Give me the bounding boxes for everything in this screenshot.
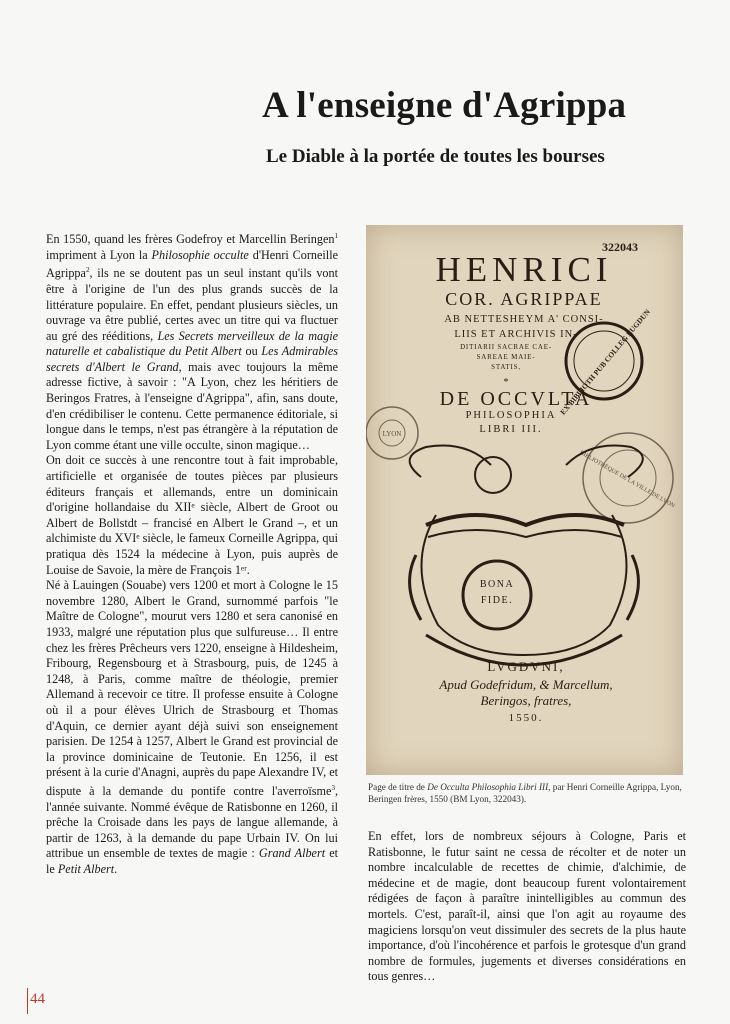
shelfmark-number: 322043 [602,240,638,254]
title-line-7: STATIS, [491,363,521,371]
page-number: 44 [30,991,45,1007]
paragraph-4: En effet, lors de nombreux séjours à Cologne, Paris et Ratisbonne, le futur saint ne cessa de récolter et de noter un nombre incalculable de recettes de chimie, d'alchimie, de médecine et de magie, dont beaucoup furent volontairement rédigées de façon à paraître inintelligibles au commun des mortels. C'est, paraît-il, ainsi que l'on agit au royaume des magiciens lorsqu'on veut dissimuler des secrets de la plus haute importance, d'où l'incohérence et parfois le grotesque d'un grand nombre de formules, jugements et diverses considérations en tous genres… [368,829,686,984]
imprint-line-4: 1550. [508,712,544,724]
title-line-3: AB NETTESHEYM A' CONSI- [444,314,604,325]
title-line-10: PHILOSOPHIA [465,410,557,421]
paragraph-2: On doit ce succès à une rencontre tout à fait improbable, artificielle et organisée de toutes pièces par plusieurs éditeurs français et allemands, entre un dominicain d'origine hollandaise du XIIᵉ siècle, Albert de Groot ou Albert de Bollstdt – francisé en Albert le Grand –, et un alchimiste du XVIᵉ siècle, le fameux Corneille Agrippa, qui pratiqua dès 1524 la médecine à Lyon, puis auprès de Louise de Savoie, la mère de François 1ᵉʳ. [46,453,338,577]
page-subtitle: Le Diable à la portée de toutes les bourses [266,146,605,167]
page-number-rule [27,988,28,1014]
title-line-4: LIIS ET ARCHIVIS IN- [454,329,578,340]
title-line-11: LIBRI III. [479,424,543,435]
paragraph-1: En 1550, quand les frères Godefroy et Marcellin Beringen$^1$ impriment à Lyon la Philosophie occulte d'Henri Corneille Agrippa$^2$, ils ne se doutent pas un seul instant qu'ils vont être à l'origine de l'un des plus grands succès de la littérature populaire. En effet, pendant plusieurs siècles, un ouvrage va être publié, certes avec un titre qui va fluctuer au gré des rééditions, Les Secrets merveilleux de la magie naturelle et cabalistique du Petit Albert ou Les Admirables secrets d'Albert le Grand, mais avec toujours la même adresse fictive, à savoir : "A Lyon, chez les héritiers de Beringos Fratres, à l'enseigne d'Agrippa", afin, sans doute, d'en crédibiliser le contenu. Cette permanence éditoriale, si longue dans le temps, n'est pas étrangère à la réputation de Lyon comme étant une ville occulte, sinon magique… [46,232,339,452]
left-column [46,229,338,878]
svg-text:EX BIBLIOTH PUB COLLEG LUGDUN: EX BIBLIOTH PUB COLLEG LUGDUN [558,307,652,417]
title-page-figure [366,225,683,775]
title-line-2: COR. AGRIPPAE [445,289,603,309]
emblem-text-2: FIDE. [480,595,514,606]
title-line-8: * [503,377,509,388]
right-column [368,829,686,985]
printer-device-emblem [410,445,643,665]
title-line-9: DE OCCVLTA [439,388,593,410]
imprint-line-3: Beringos, fratres, [480,693,572,708]
imprint-line-1: LVGDVNI, [487,659,565,674]
figure-caption: Page de titre de De Occulta Philosophia Libri III, par Henri Corneille Agrippa, Lyon, Beringen frères, 1550 (BM Lyon, 322043). [368,782,682,804]
stamp-library-small [366,407,418,459]
title-line-5: DITIARII SACRAE CAE- [460,343,552,351]
title-line-1: HENRICI [435,250,613,289]
footnote-ref-3: 3 [331,783,335,792]
svg-text:LYON: LYON [382,430,402,438]
page-title: A l'enseigne d'Agrippa [262,85,627,126]
emblem-text-1: BONA [479,579,515,590]
footnote-ref-1: 1 [334,232,338,240]
paragraph-3: Né à Lauingen (Souabe) vers 1200 et mort à Cologne le 15 novembre 1280, Albert le Grand, surnommé parfois "le Maître de Cologne", mourut vers 1280 et sera canonisé en 1933, malgré une réputation plus que sulfureuse… Il entre chez les frères Prêcheurs vers 1220, enseigne à Hildesheim, Fribourg, Regensbourg et à Strasbourg, puis, de 1245 à 1248, à Paris, comme maître de théologie, premier Allemand à recevoir ce titre. Il professe ensuite à Cologne où il a pour élèves Ulrich de Strasbourg et Thomas d'Aquin, ce dernier ayant déjà suivi son enseignement parisien. De 1254 à 1257, Albert le Grand est provincial de la province dominicaine de Teutonie. En 1256, il est présent à la curie d'Anagni, auprès du pape Alexandre IV, et dispute à la demande du pontife contre l'averroïsme$^3$, l'année suivante. Nommé évêque de Ratisbonne en 1260, il prêche la Croisade dans les pays de langue allemande, à partir de 1263, à la demande du pape Urbain IV. On lui attribue un ensemble de textes de magie : Grand Albert et le Petit Albert. [46,578,338,876]
svg-text:BIBLIOTHÈQUE DE LA VILLE DE LY: BIBLIOTHÈQUE DE LA VILLE DE LYON [578,450,676,510]
title-line-6: SAREAE MAIE- [476,353,536,361]
footnote-ref-2: 2 [85,266,90,275]
imprint-line-2: Apud Godefridum, & Marcellum, [439,677,613,692]
